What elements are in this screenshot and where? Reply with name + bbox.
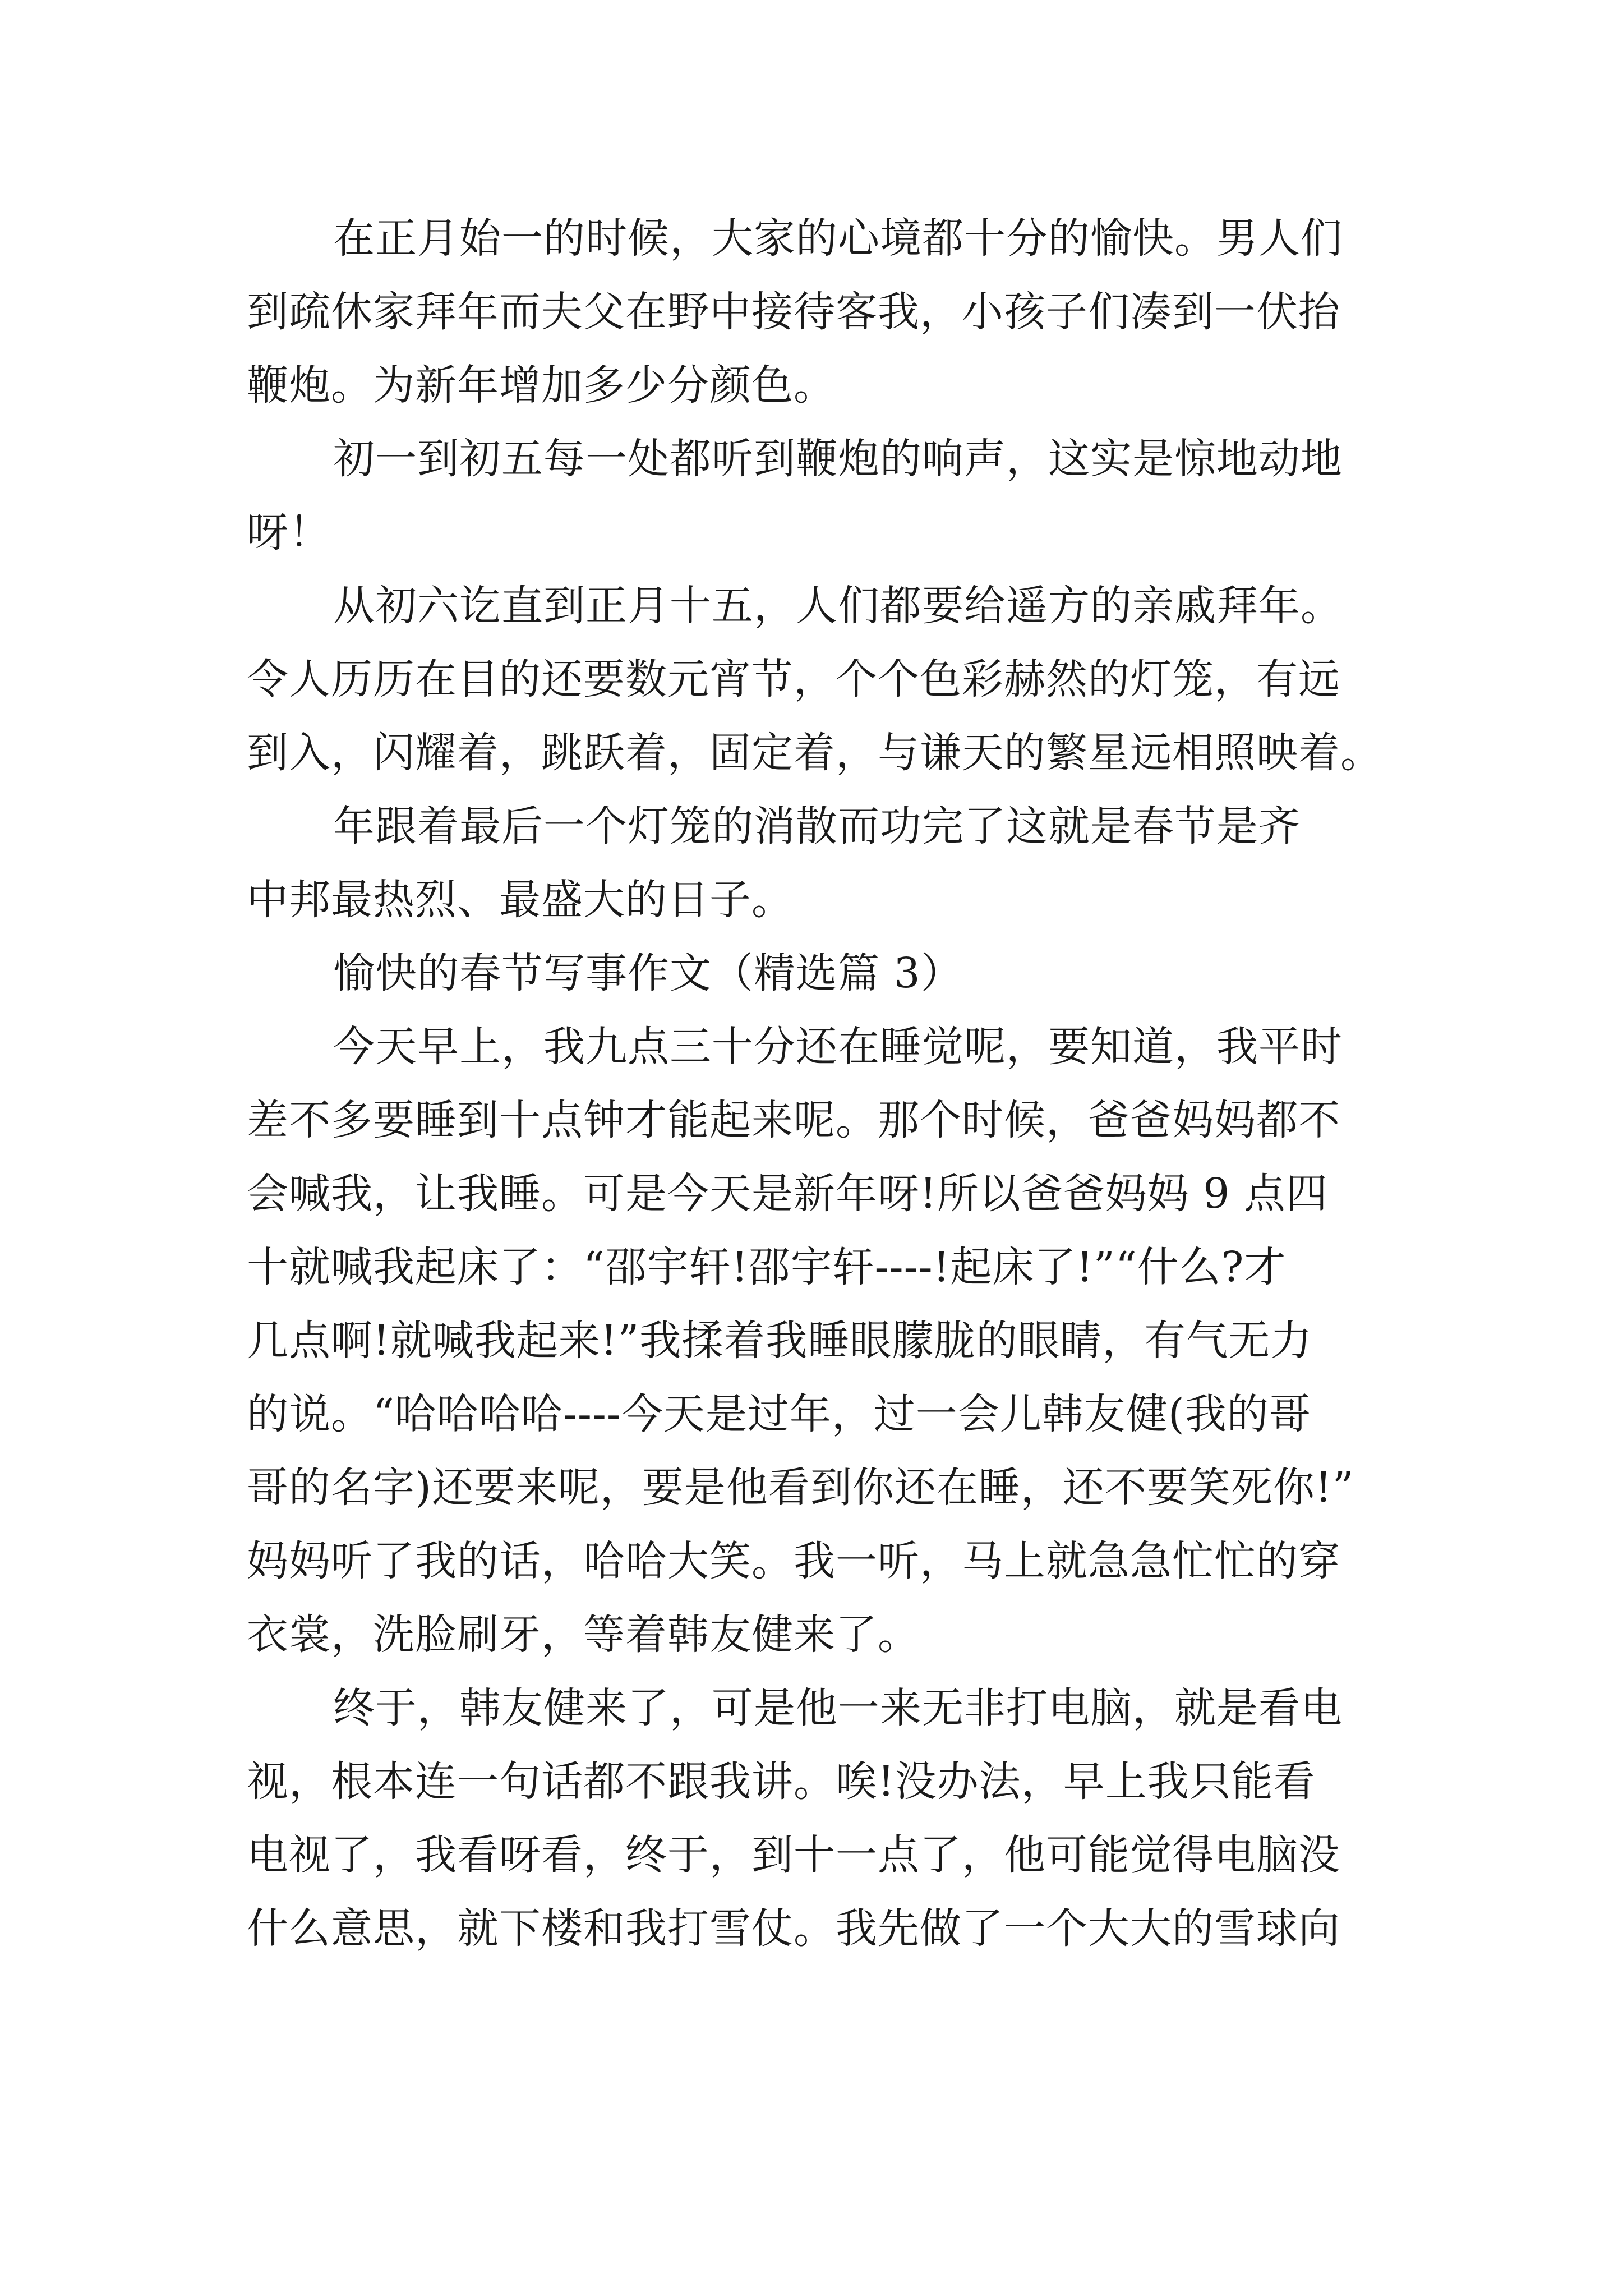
- paragraph-2-line-1: 初一到初五每一处都听到鞭炮的响声，这实是惊地动地: [333, 435, 1343, 483]
- paragraph-6-line-3: 会喊我，让我睡。可是今天是新年呀!所以爸爸妈妈 9 点四: [247, 1170, 1328, 1218]
- paragraph-6-line-6: 的说。“哈哈哈哈----今天是过年，过一会儿韩友健(我的哥: [247, 1390, 1311, 1438]
- paragraph-3-line-1: 从初六讫直到正月十五，人们都要给遥方的亲戚拜年。: [333, 582, 1343, 630]
- paragraph-6-line-9: 衣裳，洗脸刷牙，等着韩友健来了。: [247, 1611, 920, 1659]
- paragraph-6-line-1: 今天早上，我九点三十分还在睡觉呢，要知道，我平时: [333, 1023, 1343, 1071]
- paragraph-4-line-2: 中邦最热烈、最盛大的日子。: [247, 876, 794, 924]
- paragraph-6-line-7: 哥的名字)还要来呢，要是他看到你还在睡，还不要笑死你!”: [247, 1464, 1354, 1512]
- paragraph-2-line-2: 呀！: [247, 508, 331, 556]
- paragraph-6-line-4: 十就喊我起床了：“邵宇轩!邵宇轩----!起床了!”“什么?才: [247, 1243, 1287, 1291]
- paragraph-6-line-8: 妈妈听了我的话，哈哈大笑。我一听，马上就急急忙忙的穿: [247, 1537, 1340, 1585]
- paragraph-3-line-3: 到入，闪耀着，跳跃着，固定着，与谦天的繁星远相照映着。: [247, 729, 1382, 777]
- paragraph-6-line-2: 差不多要睡到十点钟才能起来呢。那个时候，爸爸妈妈都不: [247, 1096, 1340, 1144]
- paragraph-4-line-1: 年跟着最后一个灯笼的消散而功完了这就是春节是齐: [333, 802, 1301, 850]
- paragraph-1-line-3: 鞭炮。为新年增加多少分颜色。: [247, 361, 836, 409]
- document-body: [247, 202, 1436, 1966]
- paragraph-1-line-2: 到疏休家拜年而夫父在野中接待客我，小孩子们凑到一伏抬: [247, 288, 1340, 336]
- paragraph-3-line-2: 令人历历在目的还要数元宵节，个个色彩赫然的灯笼，有远: [247, 655, 1340, 703]
- paragraph-7-line-3: 电视了，我看呀看，终于，到十一点了，他可能觉得电脑没: [247, 1831, 1340, 1879]
- section-heading: 愉快的春节写事作文（精选篇 3）: [333, 949, 963, 997]
- paragraph-7-line-4: 什么意思，就下楼和我打雪仗。我先做了一个大大的雪球向: [247, 1904, 1340, 1953]
- paragraph-7-line-2: 视，根本连一句话都不跟我讲。唉!没办法，早上我只能看: [247, 1757, 1316, 1806]
- paragraph-6-line-5: 几点啊!就喊我起来!”我揉着我睡眼朦胧的眼睛，有气无力: [247, 1317, 1313, 1365]
- paragraph-7-line-1: 终于，韩友健来了，可是他一来无非打电脑，就是看电: [333, 1684, 1343, 1732]
- paragraph-1-line-1: 在正月始一的时候，大家的心境都十分的愉快。男人们: [333, 214, 1343, 263]
